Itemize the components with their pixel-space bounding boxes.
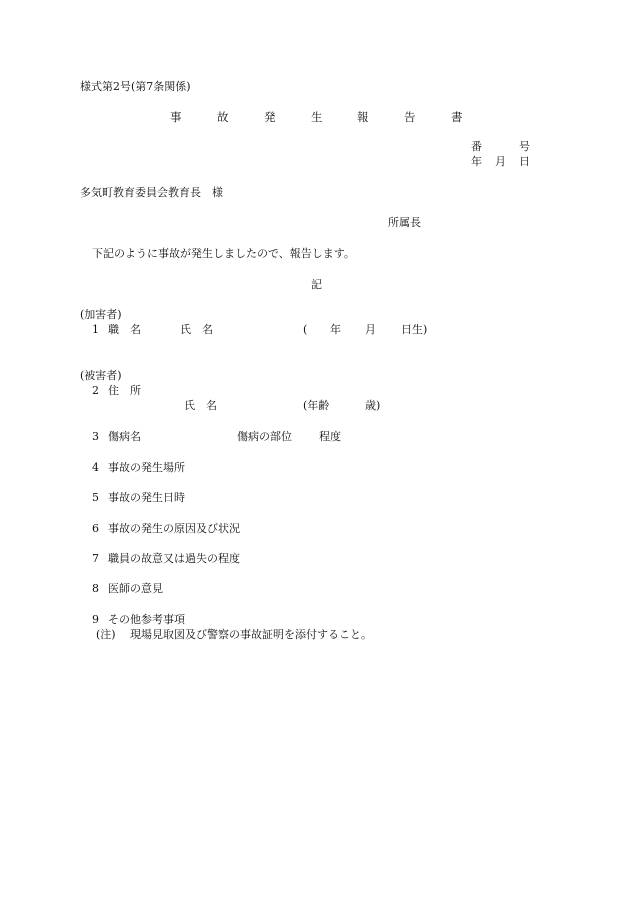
position-label: 職 名 [108, 323, 141, 336]
item-number: 8 [92, 582, 99, 595]
item-number: 4 [92, 461, 99, 474]
injury-part-label: 傷病の部位 [237, 430, 292, 443]
age-open: (年齢 [303, 399, 330, 412]
number-label-ban: 番 [471, 140, 482, 153]
note-label: (注) [96, 628, 116, 641]
form-number-label: 様式第2号(第7条関係) [80, 80, 191, 93]
title-char: 報 [357, 110, 369, 124]
item-number: 5 [92, 491, 99, 504]
victim-heading: (被害者) [80, 369, 122, 382]
item-number: 1 [92, 323, 99, 336]
item-number: 7 [92, 552, 99, 565]
item-label: 事故の発生場所 [108, 461, 185, 474]
title-char: 事 [170, 110, 182, 124]
addressee: 多気町教育委員会教育長 様 [80, 186, 223, 199]
title-char: 告 [404, 110, 416, 124]
ki-heading: 記 [311, 278, 322, 291]
date-day-label: 日 [519, 155, 530, 168]
item-number: 6 [92, 522, 99, 535]
item-label: その他参考事項 [108, 613, 185, 626]
perpetrator-name-label: 氏 名 [180, 323, 213, 336]
title-char: 書 [451, 110, 463, 124]
note-text: 現場見取図及び警察の事故証明を添付すること。 [130, 628, 372, 641]
date-year-label: 年 [471, 155, 482, 168]
date-month-label: 月 [495, 155, 506, 168]
birth-day-label: 日生) [401, 323, 428, 336]
birth-open: ( [303, 323, 308, 336]
victim-name-label: 氏 名 [184, 399, 217, 412]
perpetrator-heading: (加害者) [80, 308, 122, 321]
number-label-go: 号 [519, 140, 530, 153]
birth-month-label: 月 [365, 323, 376, 336]
title-char: 発 [264, 110, 276, 124]
age-close: 歳) [365, 399, 381, 412]
address-label: 住 所 [108, 384, 141, 397]
title-char: 生 [311, 110, 323, 124]
item-label: 職員の故意又は過失の程度 [108, 552, 240, 565]
item-number: 9 [92, 613, 99, 626]
item-number: 2 [92, 384, 99, 397]
item-number: 3 [92, 430, 99, 443]
sender-label: 所属長 [388, 216, 421, 229]
birth-year-label: 年 [330, 323, 341, 336]
injury-name-label: 傷病名 [108, 430, 141, 443]
injury-degree-label: 程度 [319, 430, 341, 443]
title-char: 故 [217, 110, 229, 124]
item-label: 事故の発生の原因及び状況 [108, 522, 240, 535]
item-label: 医師の意見 [108, 582, 163, 595]
intro-text: 下記のように事故が発生しましたので、報告します。 [92, 247, 355, 260]
item-label: 事故の発生日時 [108, 491, 185, 504]
